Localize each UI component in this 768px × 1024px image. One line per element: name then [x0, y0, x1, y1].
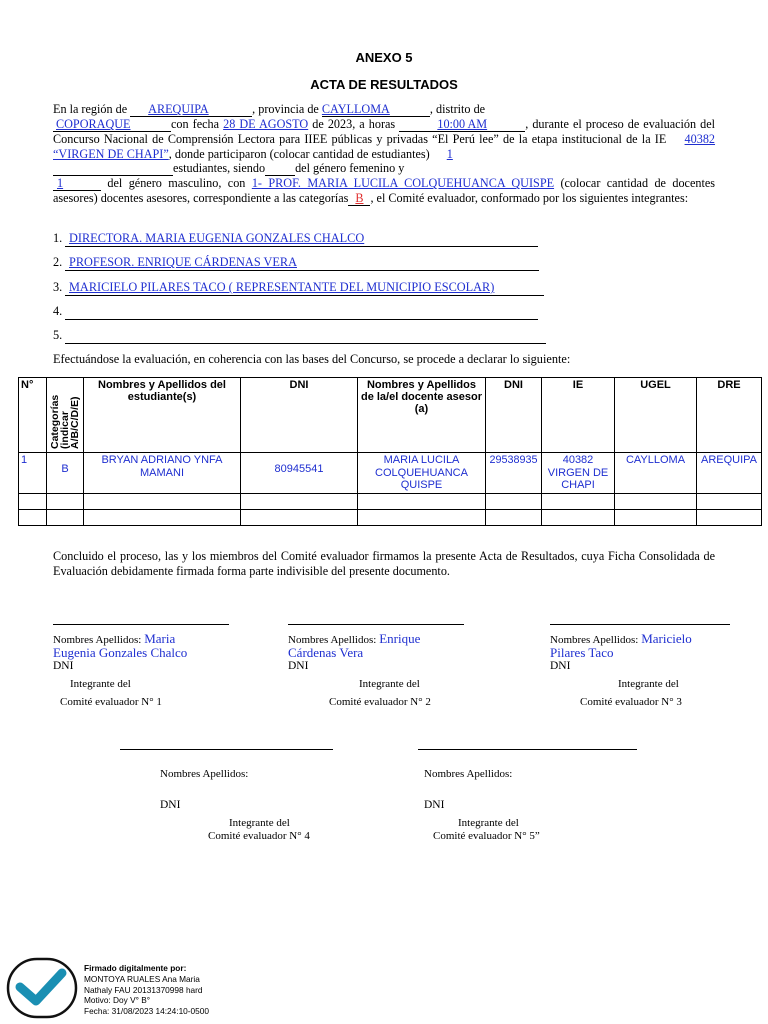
- intro-text: del género femenino y: [295, 161, 405, 176]
- intro-text: , donde participaron (colocar cantidad de estudiantes): [168, 146, 430, 161]
- intro-text: de 2023, a horas: [312, 117, 396, 131]
- signature-block-2: Nombres Apellidos: Enrique Cárdenas Vera DNI: [288, 631, 421, 672]
- intro-text: (colocar cantidad de docentes asesores) docentes asesores, correspondiente a las categorías: [53, 176, 716, 206]
- intro-text: , distrito de: [429, 102, 486, 116]
- evaluation-text: Efectuándose la evaluación, en coherencia con las bases del Concurso, se procede a declarar lo siguiente:: [53, 352, 571, 366]
- signer-name: Pilares Taco: [550, 644, 614, 660]
- header-dni: DNI: [241, 378, 358, 453]
- member-line-2: 2. PROFESOR. ENRIQUE CÁRDENAS VERA: [53, 255, 553, 271]
- distrito-value: COPORAQUE: [56, 117, 131, 131]
- signer-name: Maria: [144, 631, 176, 646]
- header-dni-advisor: DNI: [486, 378, 542, 453]
- member-line-1: 1. DIRECTORA. MARIA EUGENIA GONZALES CHALCO: [53, 231, 553, 247]
- header-ugel: UGEL: [615, 378, 697, 453]
- signature-block-3: Nombres Apellidos: Maricielo Pilares Taco DNI: [550, 631, 692, 672]
- signature-role: Integrante del: [229, 817, 290, 829]
- table-header-row: [19, 378, 762, 453]
- intro-text: , el Comité evaluador, conformado por los siguientes integrantes:: [370, 191, 689, 206]
- cantidad-estudiantes: 1: [446, 146, 453, 161]
- signature-line-1: [53, 624, 229, 625]
- intro-text: con fecha: [171, 117, 220, 131]
- signature-line-3: [550, 624, 730, 625]
- table-row: 1 B BRYAN ADRIANO YNFA MAMANI 80945541 MARIA LUCILA COLQUEHUANCA QUISPE 29538935 40382 VIRGEN DE CHAPI CAYLLOMA AREQUIPA: [19, 453, 762, 494]
- digital-signature-info: Firmado digitalmente por: MONTOYA RUALES Ana Maria Nathaly FAU 20131370998 hard Motivo: Doy V° B° Fecha: 31/08/2023 14:24:10-0500: [84, 963, 210, 1017]
- results-table: [18, 377, 762, 526]
- intro-paragraph: [53, 102, 715, 206]
- member-name: MARICIELO PILARES TACO ( REPRESENTANTE DEL MUNICIPIO ESCOLAR): [69, 280, 495, 294]
- header-dre: DRE: [697, 378, 762, 453]
- member-line-4: 4.: [53, 304, 553, 320]
- provincia-value: CAYLLOMA: [321, 102, 390, 116]
- signature-line-5: [418, 749, 637, 750]
- table-row: [19, 509, 762, 525]
- signature-role: Comité evaluador N° 2: [329, 696, 431, 708]
- header-ie: IE: [542, 378, 615, 453]
- signature-role: Integrante del: [359, 678, 420, 690]
- signature-role: Integrante del: [458, 817, 519, 829]
- region-value: AREQUIPA: [148, 102, 209, 116]
- annex-number: ANEXO 5: [355, 50, 413, 65]
- member-name: PROFESOR. ENRIQUE CÁRDENAS VERA: [69, 255, 297, 269]
- asesores-value: 1- PROF. MARIA LUCILA COLQUEHUANCA QUISPE: [251, 176, 555, 191]
- header-advisor: Nombres y Apellidos de la/el docente asesor (a): [358, 378, 486, 453]
- conclusion-text: Concluido el proceso, las y los miembros del Comité evaluador firmamos la presente Acta de Resultados, cuya Ficha Consolidada de Evaluación debidamente firmada forma parte indivisible del presente documento.: [53, 549, 715, 578]
- member-line-5: 5.: [53, 328, 553, 344]
- document-title: ACTA DE RESULTADOS: [310, 77, 458, 92]
- table-row: [19, 493, 762, 509]
- signer-name: Maricielo: [641, 631, 692, 646]
- intro-text: estudiantes, siendo: [173, 161, 266, 176]
- signature-block-1: Nombres Apellidos: Maria Eugenia Gonzales Chalco DNI: [53, 631, 188, 672]
- header-student: Nombres y Apellidos del estudiante(s): [84, 378, 241, 453]
- fecha-value: 28 DE AGOSTO: [223, 117, 309, 131]
- signature-line-2: [288, 624, 464, 625]
- intro-text: , durante el proceso de evaluación del Concurso Nacional de Comprensión Lectora para IIEE públicas y privadas “El Perú lee” de la etapa institucional de la IE: [53, 117, 716, 146]
- checkmark-seal-icon: [6, 957, 78, 1019]
- intro-text: En la región de: [53, 102, 128, 116]
- header-num: N°: [19, 378, 47, 453]
- cantidad-masculino: 1: [57, 176, 64, 191]
- intro-text: , provincia de: [252, 102, 319, 116]
- signature-role: Comité evaluador N° 1: [60, 696, 162, 708]
- signature-role: Integrante del: [618, 678, 679, 690]
- signature-role: Comité evaluador N° 5”: [433, 830, 540, 842]
- signature-line-4: [120, 749, 333, 750]
- signature-role: Comité evaluador N° 4: [208, 830, 310, 842]
- signer-name: Cárdenas Vera: [288, 644, 364, 660]
- categoria-value: B: [355, 191, 364, 206]
- ie-value: 40382 “VIRGEN DE CHAPI”: [53, 132, 716, 161]
- signature-block-4: Nombres Apellidos: DNI: [160, 768, 249, 811]
- signature-role: Comité evaluador N° 3: [580, 696, 682, 708]
- signer-name: Eugenia Gonzales Chalco: [53, 644, 188, 660]
- signature-block-5: Nombres Apellidos: DNI: [424, 768, 513, 811]
- header-category: Categorías (indicar A/B/C/D/E): [47, 378, 84, 453]
- signer-name: Enrique: [379, 631, 421, 646]
- member-line-3: 3. MARICIELO PILARES TACO ( REPRESENTANTE DEL MUNICIPIO ESCOLAR): [53, 280, 553, 296]
- hora-value: 10:00 AM: [437, 117, 488, 131]
- member-name: DIRECTORA. MARIA EUGENIA GONZALES CHALCO: [69, 231, 365, 245]
- signature-role: Integrante del: [70, 678, 131, 690]
- intro-text: del género masculino, con: [107, 176, 246, 191]
